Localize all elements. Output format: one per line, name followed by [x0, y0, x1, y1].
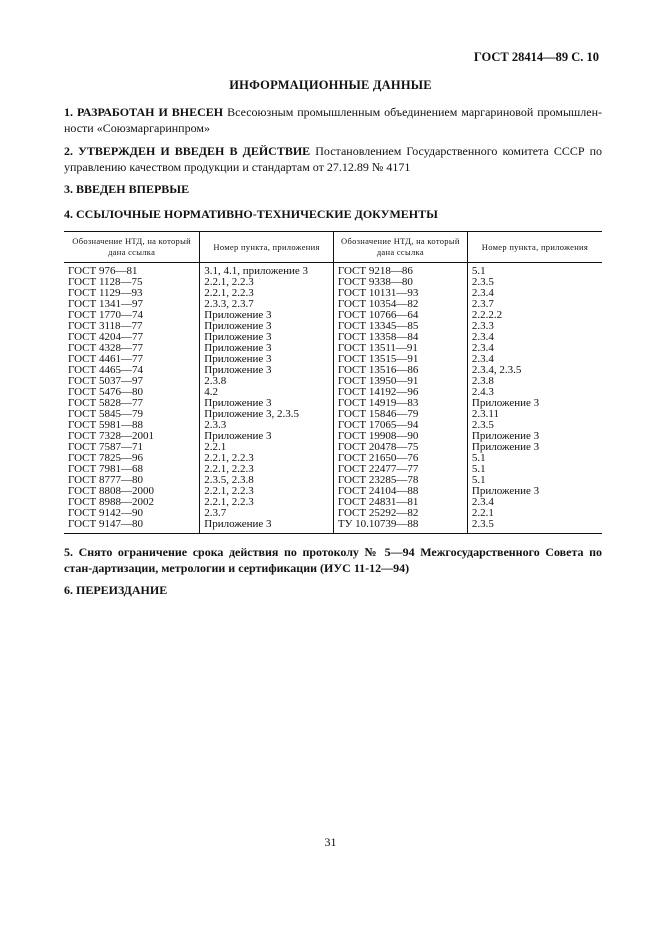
- cell-clause-left: 2.2.1, 2.2.3: [200, 464, 334, 475]
- page-title: ИНФОРМАЦИОННЫЕ ДАННЫЕ: [229, 78, 432, 92]
- cell-clause-left: Приложение 3, 2.3.5: [200, 409, 334, 420]
- cell-clause-left: Приложение 3: [200, 321, 334, 332]
- cell-clause-right: 2.3.4: [467, 354, 602, 365]
- cell-clause-right: 2.3.5: [467, 277, 602, 288]
- cell-designation-left: ГОСТ 9142—90: [68, 507, 143, 519]
- cell-clause-left: Приложение 3: [200, 354, 334, 365]
- table-row: [64, 464, 602, 475]
- cell-clause-right: Приложение 3: [467, 431, 602, 442]
- cell-designation-right: ГОСТ 10131—93: [333, 288, 467, 299]
- cell-designation-left: ГОСТ 976—81: [68, 265, 138, 277]
- cell-designation-right: ГОСТ 14919—83: [333, 398, 467, 409]
- cell-designation-right: ГОСТ 13511—91: [333, 343, 467, 354]
- cell-designation-right: ГОСТ 24831—81: [333, 497, 467, 508]
- table-row: [64, 310, 602, 321]
- cell-designation-left: ГОСТ 4465—74: [68, 364, 143, 376]
- item-5: [64, 544, 602, 576]
- cell-designation-right: ГОСТ 17065—94: [333, 420, 467, 431]
- cell-clause-right: 2.3.11: [467, 409, 602, 420]
- item-4: [64, 206, 602, 222]
- cell-designation-right: ГОСТ 10766—64: [333, 310, 467, 321]
- cell-designation-left: ГОСТ 7981—68: [68, 463, 143, 475]
- cell-designation-right: ГОСТ 13950—91: [333, 376, 467, 387]
- cell-designation-right: ГОСТ 13345—85: [333, 321, 467, 332]
- item-6-heading: ПЕРЕИЗДАНИЕ: [76, 583, 168, 597]
- cell-clause-left: 2.2.1: [200, 442, 334, 453]
- cell-clause-left: 2.3.5, 2.3.8: [200, 475, 334, 486]
- cell-designation-right: ГОСТ 9338—80: [333, 277, 467, 288]
- cell-clause-right: 2.3.4: [467, 288, 602, 299]
- cell-designation-left: ГОСТ 4204—77: [68, 331, 143, 343]
- cell-clause-right: 2.3.8: [467, 376, 602, 387]
- cell-designation-left: ГОСТ 4461—77: [68, 353, 143, 365]
- cell-designation-left: ГОСТ 5828—77: [68, 397, 143, 409]
- table-row: [64, 453, 602, 464]
- table-row: [64, 519, 602, 534]
- cell-designation-right: ГОСТ 21650—76: [333, 453, 467, 464]
- table-row: [64, 365, 602, 376]
- table-row: [64, 398, 602, 409]
- cell-designation-right: ГОСТ 25292—82: [333, 508, 467, 519]
- cell-designation-left: ГОСТ 7587—71: [68, 441, 143, 453]
- item-6-number: 6.: [64, 583, 73, 597]
- cell-designation-right: ГОСТ 24104—88: [333, 486, 467, 497]
- item-3-number: 3.: [64, 182, 73, 196]
- item-1-number: 1.: [64, 105, 73, 119]
- cell-clause-left: 2.2.1, 2.2.3: [200, 497, 334, 508]
- cell-designation-right: ГОСТ 13358—84: [333, 332, 467, 343]
- table-row: [64, 288, 602, 299]
- cell-clause-left: Приложение 3: [200, 519, 334, 534]
- reference-documents-table: [64, 231, 602, 534]
- cell-clause-right: 2.3.7: [467, 299, 602, 310]
- cell-designation-left: ГОСТ 9147—80: [64, 519, 200, 534]
- cell-clause-right: 2.2.1: [467, 508, 602, 519]
- cell-designation-left: ГОСТ 1770—74: [68, 309, 143, 321]
- item-2: [64, 143, 602, 175]
- cell-clause-left: 2.2.1, 2.2.3: [200, 453, 334, 464]
- cell-clause-right: 5.1: [467, 464, 602, 475]
- header-designation-left: Обозначение НТД, на который дана ссылка: [64, 232, 200, 263]
- cell-designation-right: ГОСТ 9218—86: [333, 263, 467, 278]
- header-designation-right: Обозначение НТД, на который дана ссылка: [333, 232, 467, 263]
- cell-designation-right: ГОСТ 22477—77: [333, 464, 467, 475]
- cell-designation-left: ГОСТ 8777—80: [68, 474, 143, 486]
- table-row: [64, 321, 602, 332]
- item-5-text: Снято ограничение срока действия по протоколу № 5—94 Межгосударственного Совета по стан-дартизации, метрологии и сертификации (ИУС 11-12—94): [64, 545, 602, 575]
- table-row: [64, 409, 602, 420]
- cell-clause-left: 2.3.8: [200, 376, 334, 387]
- cell-designation-left: ГОСТ 5476—80: [68, 386, 143, 398]
- item-4-number: 4.: [64, 207, 73, 221]
- cell-designation-right: ГОСТ 13516—86: [333, 365, 467, 376]
- page-number: 31: [324, 835, 337, 849]
- cell-clause-left: 2.3.3: [200, 420, 334, 431]
- cell-clause-left: 2.2.1, 2.2.3: [200, 288, 334, 299]
- cell-clause-left: Приложение 3: [200, 332, 334, 343]
- cell-designation-left: ГОСТ 5845—79: [68, 408, 143, 420]
- cell-designation-left: ГОСТ 5037—97: [68, 375, 143, 387]
- item-1: [64, 104, 602, 136]
- table-row: [64, 263, 602, 278]
- table-row: [64, 299, 602, 310]
- table-row: [64, 508, 602, 519]
- cell-designation-right: ГОСТ 10354—82: [333, 299, 467, 310]
- cell-clause-right: 2.3.4: [467, 497, 602, 508]
- cell-designation-left: ГОСТ 1341—97: [68, 298, 143, 310]
- cell-designation-right: ГОСТ 23285—78: [333, 475, 467, 486]
- cell-clause-right: Приложение 3: [467, 398, 602, 409]
- cell-clause-left: Приложение 3: [200, 310, 334, 321]
- cell-designation-right: ГОСТ 14192—96: [333, 387, 467, 398]
- cell-clause-right: Приложение 3: [467, 442, 602, 453]
- cell-clause-left: 2.3.7: [200, 508, 334, 519]
- table-row: [64, 332, 602, 343]
- cell-designation-right: ГОСТ 19908—90: [333, 431, 467, 442]
- cell-designation-left: ГОСТ 7825—96: [68, 452, 143, 464]
- cell-clause-right: 5.1: [467, 453, 602, 464]
- item-2-number: 2.: [64, 144, 73, 158]
- cell-designation-right: ГОСТ 15846—79: [333, 409, 467, 420]
- cell-clause-right: 2.3.4, 2.3.5: [467, 365, 602, 376]
- item-6: [64, 582, 602, 598]
- cell-clause-right: 2.3.4: [467, 343, 602, 354]
- cell-clause-right: 2.3.3: [467, 321, 602, 332]
- cell-designation-left: ГОСТ 1129—93: [68, 287, 143, 299]
- cell-clause-left: Приложение 3: [200, 365, 334, 376]
- header-clause-right: Номер пункта, приложения: [467, 232, 602, 263]
- item-4-heading: ССЫЛОЧНЫЕ НОРМАТИВНО-ТЕХНИЧЕСКИЕ ДОКУМЕНТЫ: [76, 207, 438, 221]
- cell-clause-right: 2.3.5: [467, 420, 602, 431]
- table-row: [64, 354, 602, 365]
- cell-clause-left: 2.2.1, 2.2.3: [200, 277, 334, 288]
- table-row: [64, 277, 602, 288]
- cell-clause-right: 5.1: [467, 475, 602, 486]
- cell-designation-right: ГОСТ 20478—75: [333, 442, 467, 453]
- table-row: [64, 376, 602, 387]
- table-row: [64, 442, 602, 453]
- cell-designation-left: ГОСТ 8808—2000: [68, 485, 154, 497]
- cell-designation-left: ГОСТ 1128—75: [68, 276, 143, 288]
- cell-designation-left: ГОСТ 7328—2001: [68, 430, 154, 442]
- cell-clause-right: Приложение 3: [467, 486, 602, 497]
- cell-clause-left: Приложение 3: [200, 431, 334, 442]
- cell-clause-right: 2.3.4: [467, 332, 602, 343]
- cell-designation-left: ГОСТ 5981—88: [68, 419, 143, 431]
- item-1-heading: РАЗРАБОТАН И ВНЕСЕН: [76, 105, 224, 119]
- header-clause-left: Номер пункта, приложения: [200, 232, 334, 263]
- cell-clause-left: Приложение 3: [200, 398, 334, 409]
- cell-clause-right: 2.2.2.2: [467, 310, 602, 321]
- cell-designation-right: ТУ 10.10739—88: [333, 519, 467, 534]
- cell-clause-right: 5.1: [467, 263, 602, 278]
- table-row: [64, 343, 602, 354]
- cell-clause-left: Приложение 3: [200, 343, 334, 354]
- cell-clause-left: 4.2: [200, 387, 334, 398]
- item-1-text: Всесоюзным промышленным объединением маргариновой промышлен-ности «Союзмаргаринпром»: [64, 105, 603, 135]
- cell-clause-right: 2.4.3: [467, 387, 602, 398]
- cell-clause-left: 3.1, 4.1, приложение 3: [200, 263, 334, 278]
- item-3: [64, 181, 602, 197]
- table-header-row: [64, 232, 602, 263]
- cell-clause-right: 2.3.5: [467, 519, 602, 534]
- page-header-doc-ref: ГОСТ 28414—89 С. 10: [473, 50, 599, 64]
- item-3-heading: ВВЕДЕН ВПЕРВЫЕ: [76, 182, 190, 196]
- item-2-heading: УТВЕРЖДЕН И ВВЕДЕН В ДЕЙСТВИЕ: [78, 144, 311, 158]
- cell-clause-left: 2.2.1, 2.2.3: [200, 486, 334, 497]
- cell-designation-left: ГОСТ 3118—77: [68, 320, 143, 332]
- cell-designation-right: ГОСТ 13515—91: [333, 354, 467, 365]
- item-5-number: 5.: [64, 545, 73, 559]
- cell-clause-left: 2.3.3, 2.3.7: [200, 299, 334, 310]
- cell-designation-left: ГОСТ 8988—2002: [68, 496, 154, 508]
- item-2-text: Постановлением Государственного комитета СССР по управлению качеством продукции и стандартам от 27.12.89 № 4171: [64, 144, 603, 174]
- table-row: [64, 497, 602, 508]
- cell-designation-left: ГОСТ 4328—77: [68, 342, 143, 354]
